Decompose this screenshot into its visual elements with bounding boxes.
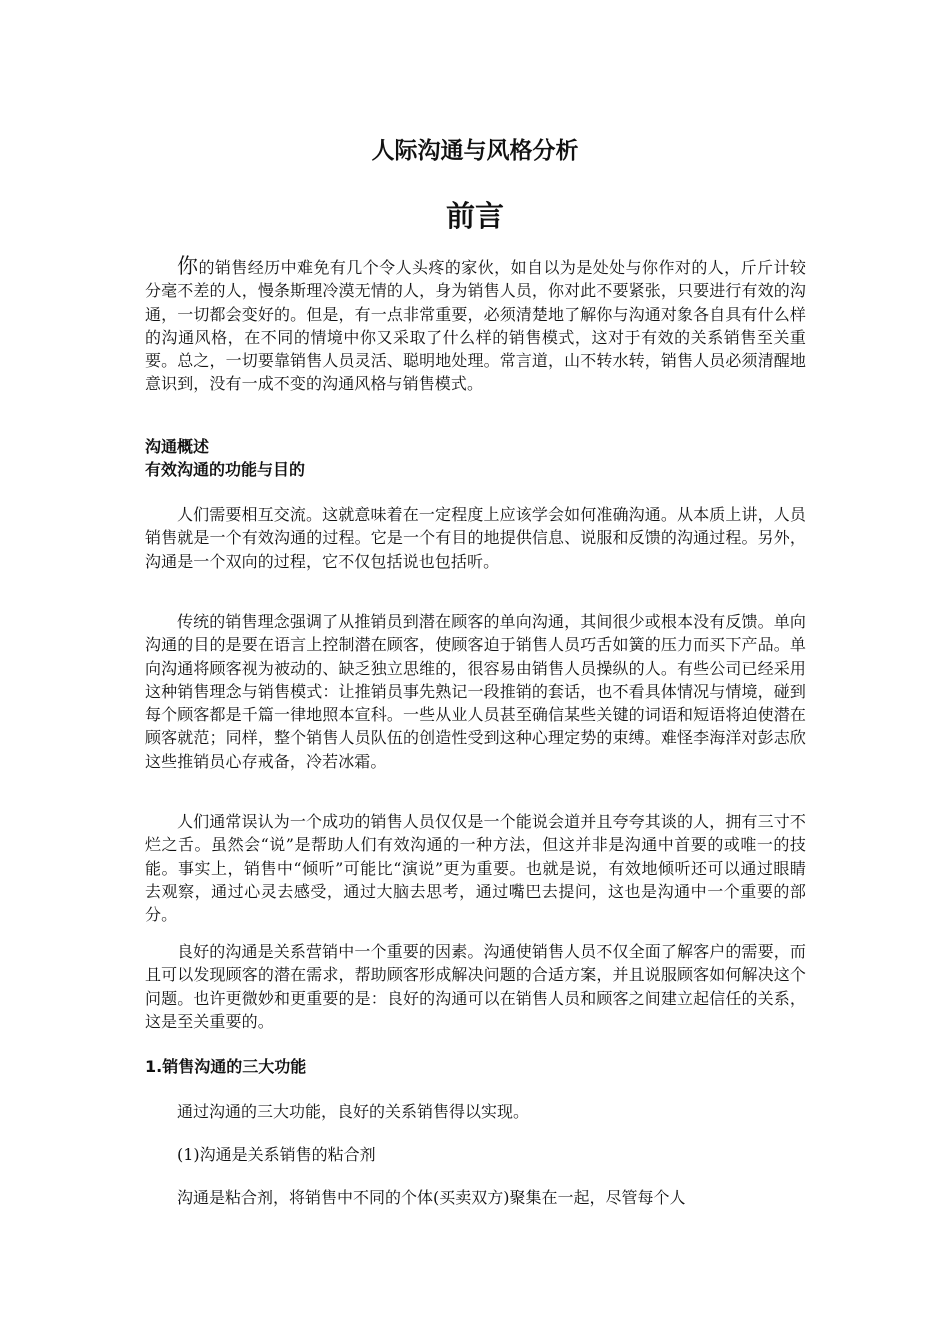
preface-title: 前言 [445,199,504,233]
body-line: 沟通是粘合剂，将销售中不同的个体(买卖双方)聚集在一起，尽管每个人 [177,1188,686,1207]
section-heading: 沟通概述 [145,437,210,456]
intro-paragraph-text: 的销售经历中难免有几个令人头疼的家伙，如自以为是处处与你作对的人，斤斤计较分毫不差的人，慢条斯理冷漠无情的人，身为销售人员，你对此不要紧张，只要进行有效的沟通，一切都会变好的。但是，有一点非常重要，必须清楚地了解你与沟通对象各自具有什么样的沟通风格，在不同的情境中你又采取了什么样的销售模式，这对于有效的关系销售至关重要。总之，一切要靠销售人员灵活、聪明地处理。常言道，山不转水转，销售人员必须清醒地意识到，没有一成不变的沟通风格与销售模式。 [145,258,806,394]
body-paragraph: 传统的销售理念强调了从推销员到潜在顾客的单向沟通，其间很少或根本没有反馈。单向沟通的目的是要在语言上控制潜在顾客，使顾客迫于销售人员巧舌如簧的压力而买下产品。单向沟通将顾客视为被动的、缺乏独立思维的，很容易由销售人员操纵的人。有些公司已经采用这种销售理念与销售模式：让推销员事先熟记一段推销的套话，也不看具体情况与情境，碰到每个顾客都是千篇一律地照本宣科。一些从业人员甚至确信某些关键的词语和短语将迫使潜在顾客就范；同样，整个销售人员队伍的创造性受到这种心理定势的束缚。难怪李海洋对彭志欣这些推销员心存戒备，冷若冰霜。 [145,612,806,771]
subsection-heading: 有效沟通的功能与目的 [145,460,306,479]
document-title: 人际沟通与风格分析 [371,138,579,164]
intro-drop-cap: 你 [177,254,199,278]
list-item-heading: (1)沟通是关系销售的粘合剂 [177,1145,376,1164]
body-paragraph: 良好的沟通是关系营销中一个重要的因素。沟通使销售人员不仅全面了解客户的需要，而且可以发现顾客的潜在需求，帮助顾客形成解决问题的合适方案，并且说服顾客如何解决这个问题。也许更微妙和更重要的是：良好的沟通可以在销售人员和顾客之间建立起信任的关系，这是至关重要的。 [145,942,806,1031]
intro-paragraph [145,255,806,396]
numbered-heading: 1.销售沟通的三大功能 [145,1057,307,1076]
body-paragraph: 人们需要相互交流。这就意味着在一定程度上应该学会如何准确沟通。从本质上讲，人员销售就是一个有效沟通的过程。它是一个有目的地提供信息、说服和反馈的沟通过程。另外，沟通是一个双向的过程，它不仅包括说也包括听。 [145,505,806,571]
body-line: 通过沟通的三大功能，良好的关系销售得以实现。 [177,1102,530,1121]
body-paragraph: 人们通常误认为一个成功的销售人员仅仅是一个能说会道并且夸夸其谈的人，拥有三寸不烂之舌。虽然会“说”是帮助人们有效沟通的一种方法，但这并非是沟通中首要的或唯一的技能。事实上，销售中“倾听”可能比“演说”更为重要。也就是说，有效地倾听还可以通过眼睛去观察，通过心灵去感受，通过大脑去思考，通过嘴巴去提问，这也是沟通中一个重要的部分。 [145,812,806,925]
